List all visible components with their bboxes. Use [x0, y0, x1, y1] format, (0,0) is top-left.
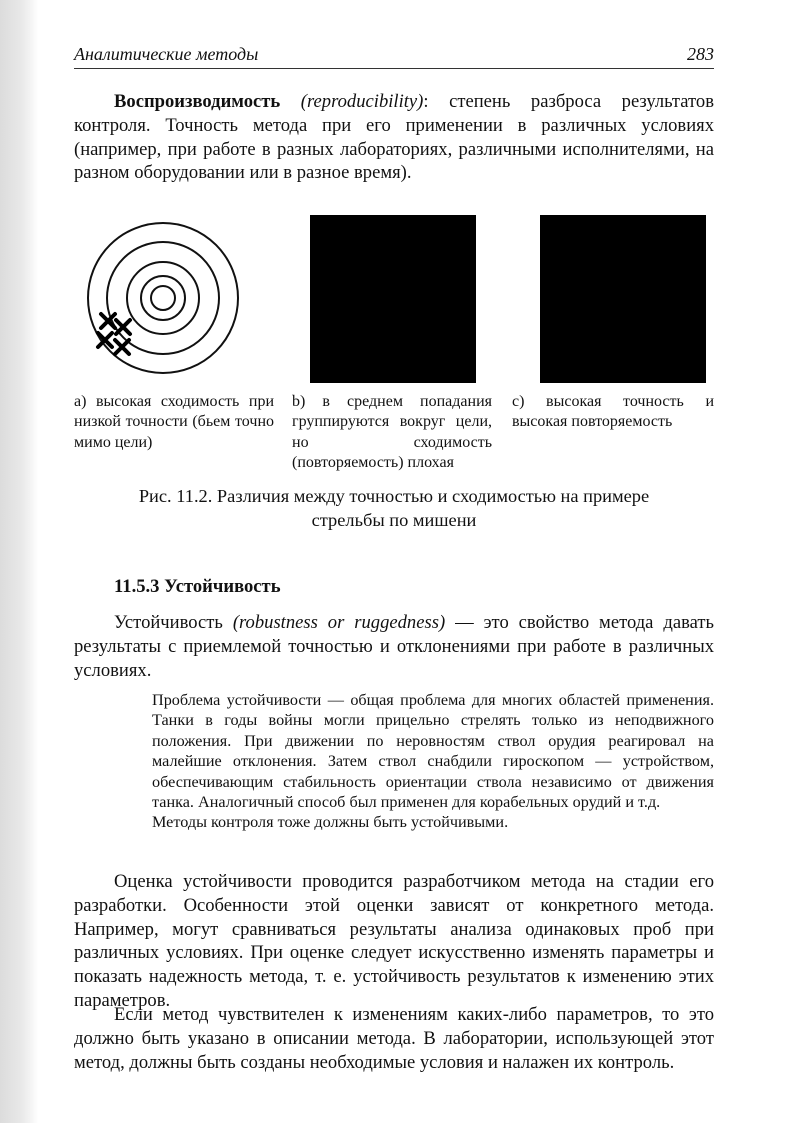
shot-mark — [115, 340, 129, 354]
target-ring-2 — [107, 242, 219, 354]
caption-b: b) в среднем попадания группируются вокруг цели, но сходимость (повторяемость) плохая — [292, 393, 492, 472]
reproducibility-text: : степень разброса результатов контроля. Точность метода при его применении в различных условиях (например, при работе в разных лабораториях, различными исполнителями, на разном оборудовании или в разное время). — [74, 91, 714, 184]
caption-a: а) высокая сходимость при низкой точности (бьем точно мимо цели) — [74, 393, 274, 451]
target-ring-4 — [141, 276, 185, 320]
book-spine-shadow — [0, 0, 38, 1123]
example-box-text-2: Методы контроля тоже должны быть устойчивыми. — [152, 813, 509, 832]
shot-marks — [98, 314, 130, 354]
robustness-sensitivity-paragraph: Если метод чувствителен к изменениям каких-либо параметров, то это должно быть указано в описании метода. В лаборатории, использующей этот метод, должны быть созданы необходимые условия и налажен их контроль. — [74, 1004, 714, 1073]
figure-caption-line2: стрельбы по мишени — [311, 510, 477, 530]
header-title: Аналитические методы — [74, 44, 259, 64]
robustness-definition — [74, 611, 714, 682]
example-box — [152, 690, 714, 833]
reproducibility-term-en: (reproducibility) — [300, 91, 424, 112]
robustness-assessment-paragraph: Оценка устойчивости проводится разработчиком метода на стадии его разработки. Особенности этой оценки зависят от конкретного метода. Например, могут сравниваться результаты анализа одинаковых проб при различных условиях. При оценке следует искусственно изменять параметры и показать надежность метода, т. е. устойчивость результатов к изменению этих параметров. — [74, 871, 714, 1011]
target-ring-3 — [127, 262, 199, 334]
page-number: 283 — [687, 44, 714, 64]
running-header — [74, 42, 714, 69]
example-box-text-1: Проблема устойчивости — общая проблема для многих областей применения. Танки в годы войны могли прицельно стрелять только из неподвижного положения. При движении по неровностям ствол орудия реагировал на малейшие отклонения. Затем ствол снабдили гироскопом — устройством, обеспечивающим стабильность ориентации ствола независимо от движения танка. Аналогичный способ был применен для корабельных орудий и т.д. — [152, 691, 714, 812]
reproducibility-paragraph — [74, 90, 714, 185]
figure-caption-line1: Рис. 11.2. Различия между точностью и сходимостью на примере — [138, 486, 650, 506]
target-diagram-a — [78, 210, 248, 390]
caption-c: c) высокая точность и высокая повторяемость — [512, 393, 714, 431]
target-bullseye — [151, 286, 175, 310]
figure-11-2 — [74, 210, 714, 390]
figure-c-image — [540, 215, 706, 383]
reproducibility-term: Воспроизводимость — [114, 91, 281, 112]
target-ring-outer — [88, 223, 238, 373]
book-page — [74, 0, 714, 1123]
robustness-text: — это свойство метода давать результаты с приемлемой точностью и отклонениями при работе в различных условиях. — [74, 612, 714, 681]
figure-b-image — [310, 215, 476, 383]
figure-caption — [74, 484, 714, 532]
shot-mark — [116, 320, 130, 334]
robustness-term: Устойчивость — [114, 612, 233, 633]
robustness-term-en: (robustness or ruggedness) — [232, 612, 446, 633]
section-heading: 11.5.3 Устойчивость — [114, 576, 281, 597]
